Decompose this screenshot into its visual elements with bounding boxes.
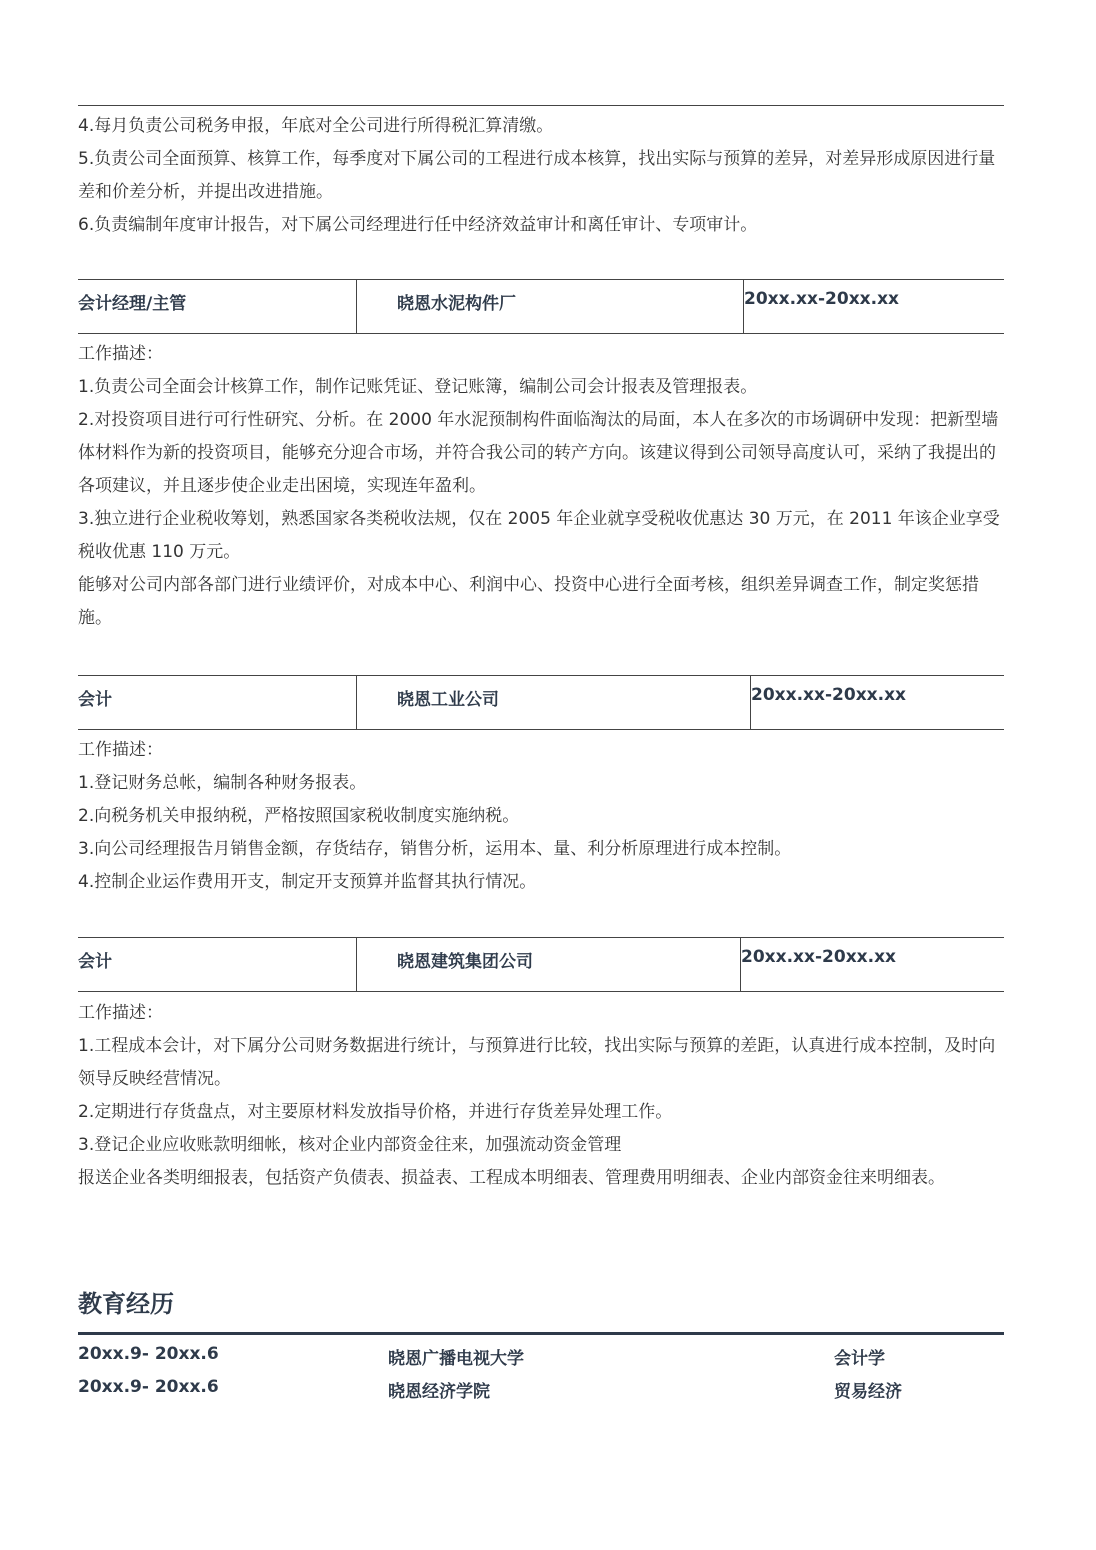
job-period: 20xx.xx-20xx.xx (751, 685, 907, 705)
duty-line: 6.负责编制年度审计报告，对下属公司经理进行任中经济效益审计和离任审计、专项审计。 (78, 215, 758, 235)
duty-line: 2.向税务机关申报纳税，严格按照国家税收制度实施纳税。 (78, 806, 520, 826)
duty-line: 5.负责公司全面预算、核算工作，每季度对下属公司的工程进行成本核算，找出实际与预算的差异，对差异形成原因进行量差和价差分析，并提出改进措施。 (78, 149, 996, 202)
duty-line: 2.对投资项目进行可行性研究、分析。在 2000 年水泥预制构件面临淘汰的局面，本人在多次的市场调研中发现：把新型墙体材料作为新的投资项目，能够充分迎合市场，并符合我公司的转产方向。该建议得到公司领导高度认可，采纳了我提出的各项建议，并且逐步使企业走出困境，实现连年盈利。 (78, 410, 999, 496)
job-company: 晓恩水泥构件厂 (356, 280, 744, 333)
duty-line: 1.负责公司全面会计核算工作，制作记账凭证、登记账簿，编制公司会计报表及管理报表。 (78, 377, 758, 397)
education-section-title: 教育经历 (78, 1290, 174, 1318)
job-description-3 (78, 997, 1006, 1195)
job-company: 晓恩建筑集团公司 (356, 938, 741, 991)
education-school: 晓恩经济学院 (388, 1382, 490, 1402)
job-header-3 (78, 937, 1004, 992)
job-header-1 (78, 279, 1004, 334)
duty-line: 4.控制企业运作费用开支，制定开支预算并监督其执行情况。 (78, 872, 537, 892)
education-period: 20xx.9- 20xx.6 (78, 1344, 219, 1364)
education-period: 20xx.9- 20xx.6 (78, 1377, 219, 1397)
job-description-1 (78, 338, 1006, 635)
education-school: 晓恩广播电视大学 (388, 1349, 524, 1369)
job-position: 会计经理/主管 (78, 294, 187, 314)
education-section-rule (78, 1332, 1004, 1335)
duty-line: 3.登记企业应收账款明细帐，核对企业内部资金往来，加强流动资金管理 (78, 1135, 622, 1155)
job-position: 会计 (78, 952, 112, 972)
education-major: 会计学 (834, 1349, 885, 1369)
job-company: 晓恩工业公司 (356, 676, 751, 729)
job-period: 20xx.xx-20xx.xx (741, 947, 897, 967)
job-header-2 (78, 675, 1004, 730)
job-description-2 (78, 734, 1006, 899)
duty-line: 能够对公司内部各部门进行业绩评价，对成本中心、利润中心、投资中心进行全面考核，组织差异调查工作，制定奖惩措施。 (78, 575, 979, 628)
education-major: 贸易经济 (834, 1382, 902, 1402)
duty-line: 1.工程成本会计，对下属分公司财务数据进行统计，与预算进行比较，找出实际与预算的差距，认真进行成本控制，及时向领导反映经营情况。 (78, 1036, 996, 1089)
job-period: 20xx.xx-20xx.xx (744, 289, 900, 309)
duty-line: 2.定期进行存货盘点，对主要原材料发放指导价格，并进行存货差异处理工作。 (78, 1102, 673, 1122)
duty-line: 1.登记财务总帐，编制各种财务报表。 (78, 773, 367, 793)
top-divider (78, 105, 1004, 106)
duty-line: 报送企业各类明细报表，包括资产负债表、损益表、工程成本明细表、管理费用明细表、企业内部资金往来明细表。 (78, 1168, 945, 1188)
desc-label: 工作描述： (78, 1003, 163, 1023)
duty-line: 3.向公司经理报告月销售金额，存货结存，销售分析，运用本、量、利分析原理进行成本控制。 (78, 839, 792, 859)
education-row (78, 1377, 1004, 1407)
duty-line: 4.每月负责公司税务申报，年底对全公司进行所得税汇算清缴。 (78, 116, 554, 136)
job-position: 会计 (78, 690, 112, 710)
desc-label: 工作描述： (78, 344, 163, 364)
duty-line: 3.独立进行企业税收筹划，熟悉国家各类税收法规，仅在 2005 年企业就享受税收优惠达 30 万元，在 2011 年该企业享受税收优惠 110 万元。 (78, 509, 1000, 562)
education-row (78, 1344, 1004, 1374)
desc-label: 工作描述： (78, 740, 163, 760)
previous-job-duties (78, 110, 1006, 242)
